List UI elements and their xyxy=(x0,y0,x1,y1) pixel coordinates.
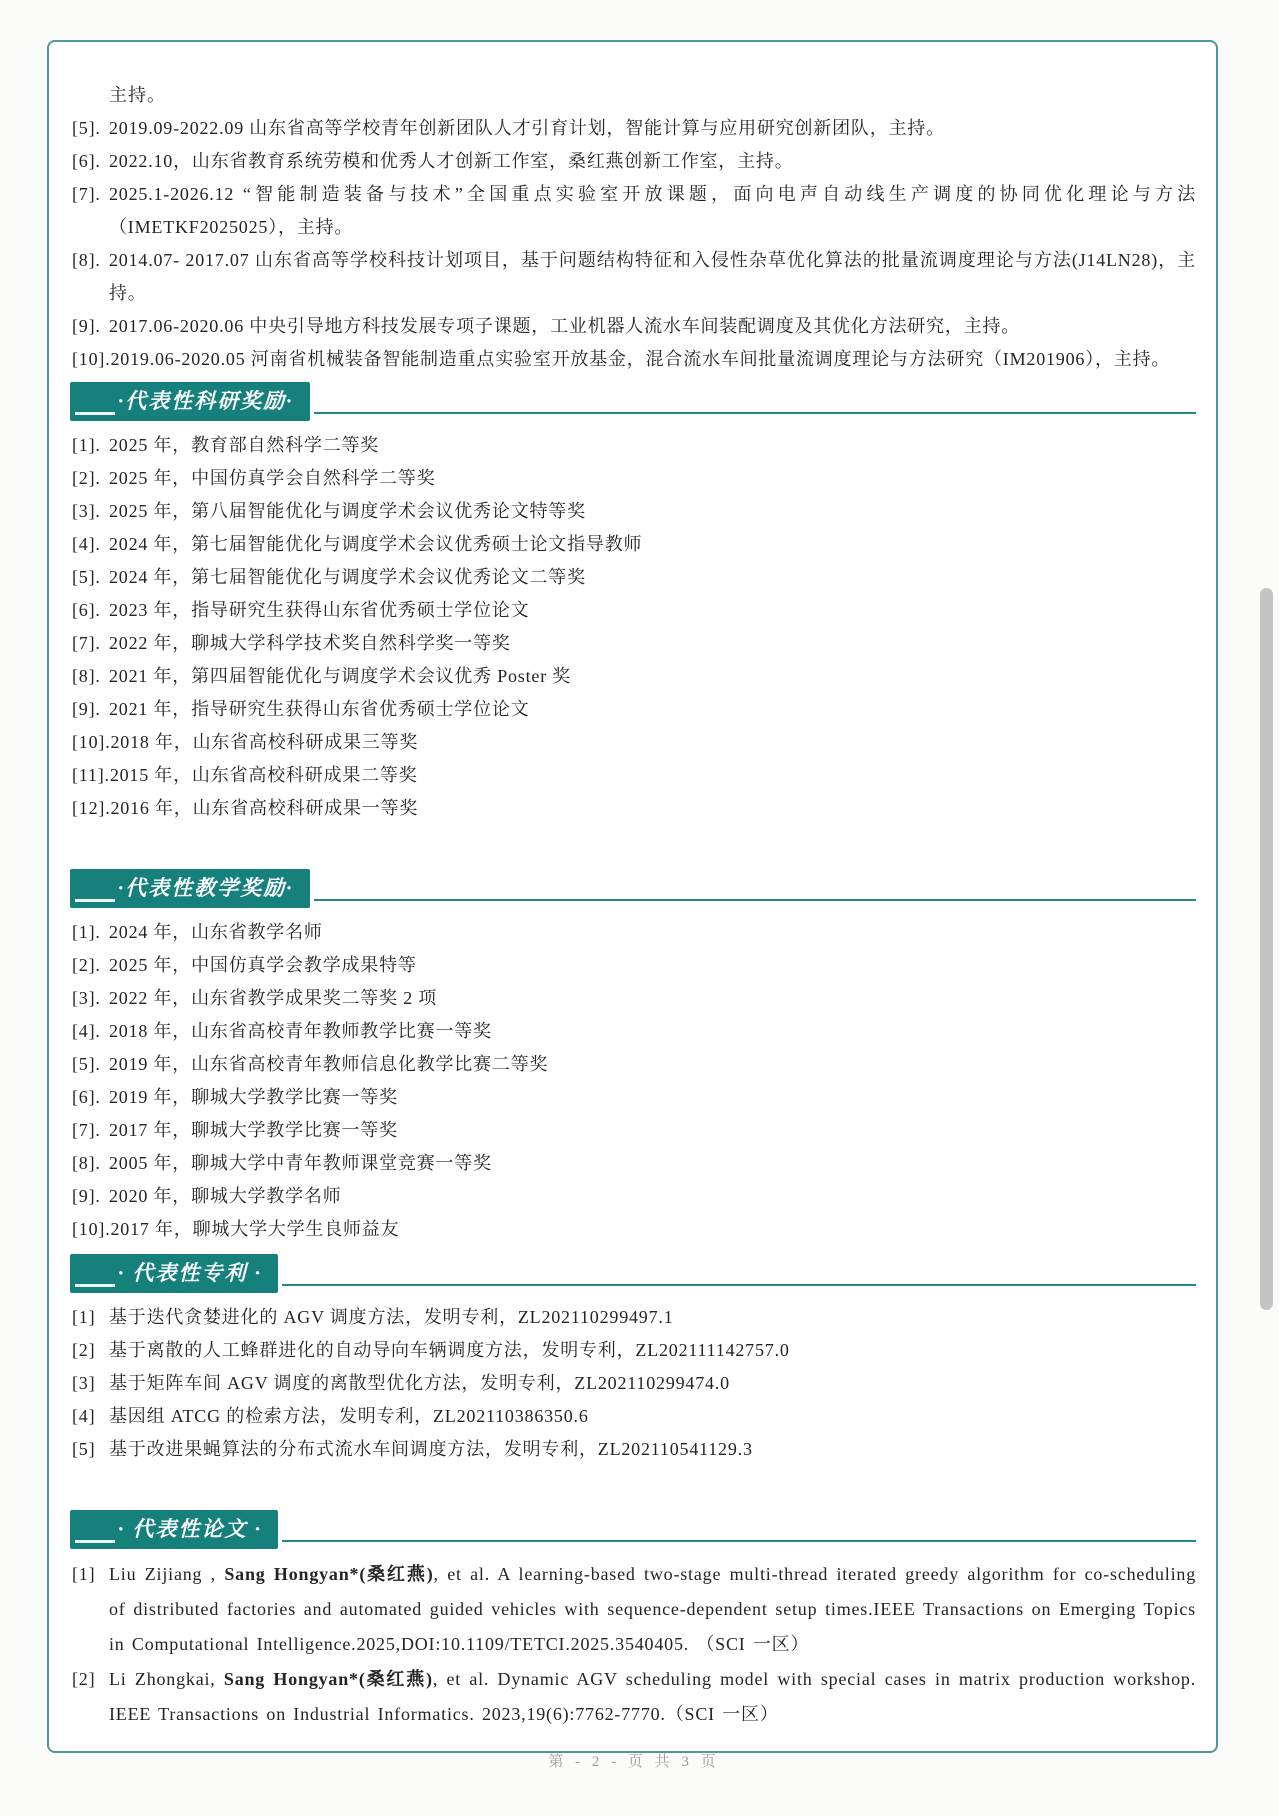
list-item xyxy=(72,1213,1196,1246)
section-rule xyxy=(282,1540,1196,1542)
list-item xyxy=(72,792,1196,825)
item-text: 2019.09-2022.09 山东省高等学校青年创新团队人才引育计划，智能计算与应用研究创新团队，主持。 xyxy=(109,118,945,138)
item-text: 2022 年，聊城大学科学技术奖自然科学奖一等奖 xyxy=(109,633,511,653)
item-number: [6]. xyxy=(72,151,101,171)
item-text: 2017 年，聊城大学大学生良师益友 xyxy=(110,1219,400,1239)
list-item xyxy=(72,1081,1196,1114)
item-text: 2023 年，指导研究生获得山东省优秀硕士学位论文 xyxy=(109,600,530,620)
item-text: 2021 年，第四届智能优化与调度学术会议优秀 Poster 奖 xyxy=(109,666,572,686)
item-text: 基于改进果蝇算法的分布式流水车间调度方法，发明专利，ZL202110541129.3 xyxy=(109,1439,753,1459)
item-number: [5]. xyxy=(72,118,101,138)
item-text: 2024 年，山东省教学名师 xyxy=(109,922,323,942)
section-title: · 代表性论文 · xyxy=(118,1517,262,1541)
item-number: [1]. xyxy=(72,922,101,942)
item-text: 基于离散的人工蜂群进化的自动导向车辆调度方法，发明专利，ZL202111142757.0 xyxy=(109,1340,790,1360)
item-number: [3]. xyxy=(72,501,101,521)
page-number-footer: 第 - 2 - 页 共 3 页 xyxy=(548,1754,720,1770)
item-text: 2019 年，山东省高校青年教师信息化教学比赛二等奖 xyxy=(109,1054,549,1074)
item-text: 2018 年，山东省高校科研成果三等奖 xyxy=(110,732,419,752)
item-text: 2019 年，聊城大学教学比赛一等奖 xyxy=(109,1087,398,1107)
section-chip xyxy=(70,869,310,908)
section-title: · 代表性专利 · xyxy=(118,1261,262,1285)
list-item xyxy=(72,627,1196,660)
section-header-research-awards xyxy=(70,382,1196,421)
section-rule xyxy=(314,899,1197,901)
scrollbar-thumb[interactable] xyxy=(1260,588,1273,1310)
list-item xyxy=(72,1433,1196,1466)
section-rule xyxy=(314,412,1197,414)
section-rule xyxy=(282,1284,1196,1286)
item-number: [2]. xyxy=(72,955,101,975)
item-text xyxy=(109,1662,1196,1732)
item-number: [10]. xyxy=(72,1219,111,1239)
list-item xyxy=(72,726,1196,759)
research-awards-list xyxy=(72,429,1196,825)
item-text: 2005 年，聊城大学中青年教师课堂竞赛一等奖 xyxy=(109,1153,492,1173)
item-number: [4]. xyxy=(72,1021,101,1041)
paper-author-highlight: Sang Hongyan*(桑红燕) xyxy=(223,1669,433,1689)
list-item xyxy=(72,528,1196,561)
item-number: [5]. xyxy=(72,567,101,587)
item-text: 2015 年，山东省高校科研成果二等奖 xyxy=(109,765,418,785)
section-chip xyxy=(70,1510,278,1549)
patents-list xyxy=(72,1301,1196,1466)
list-item xyxy=(72,1662,1196,1732)
item-text: 2022.10，山东省教育系统劳模和优秀人才创新工作室，桑红燕创新工作室，主持。 xyxy=(109,151,794,171)
item-number: [10]. xyxy=(72,732,111,752)
item-number: [7]. xyxy=(72,633,101,653)
item-number: [1]. xyxy=(72,435,101,455)
item-text: 2024 年，第七届智能优化与调度学术会议优秀硕士论文指导教师 xyxy=(109,534,643,554)
item-number: [3]. xyxy=(72,988,101,1008)
list-item xyxy=(72,916,1196,949)
item-number: [2] xyxy=(72,1340,96,1360)
section-header-teaching-awards xyxy=(70,869,1196,908)
list-item xyxy=(72,1301,1196,1334)
item-number: [1] xyxy=(72,1564,96,1584)
document-page xyxy=(47,40,1218,1770)
item-text: 2016 年，山东省高校科研成果一等奖 xyxy=(110,798,419,818)
list-item xyxy=(72,310,1196,343)
item-number: [3] xyxy=(72,1373,96,1393)
item-number: [2] xyxy=(72,1669,96,1689)
item-text: 2025 年，中国仿真学会教学成果特等 xyxy=(109,955,417,975)
item-number: [4] xyxy=(72,1406,96,1426)
item-text: 2020 年，聊城大学教学名师 xyxy=(109,1186,342,1206)
list-item xyxy=(72,495,1196,528)
item-text: 基于矩阵车间 AGV 调度的离散型优化方法，发明专利，ZL202110299474.0 xyxy=(109,1373,730,1393)
list-item xyxy=(72,1015,1196,1048)
section-chip xyxy=(70,1254,278,1293)
item-text: 2025 年，中国仿真学会自然科学二等奖 xyxy=(109,468,436,488)
list-item xyxy=(72,1180,1196,1213)
list-item xyxy=(72,693,1196,726)
item-text: 2025 年，教育部自然科学二等奖 xyxy=(109,435,380,455)
list-item xyxy=(72,462,1196,495)
item-number: [12]. xyxy=(72,798,111,818)
item-text: 2019.06-2020.05 河南省机械装备智能制造重点实验室开放基金，混合流水车间批量流调度理论与方法研究（IM201906），主持。 xyxy=(110,349,1171,369)
list-item xyxy=(72,1048,1196,1081)
paper-authors-prefix: Li Zhongkai, xyxy=(109,1669,224,1689)
item-text: 2024 年，第七届智能优化与调度学术会议优秀论文二等奖 xyxy=(109,567,586,587)
item-number: [9]. xyxy=(72,1186,101,1206)
list-item xyxy=(72,244,1196,310)
item-number: [6]. xyxy=(72,600,101,620)
list-item xyxy=(72,594,1196,627)
list-item xyxy=(72,1557,1196,1662)
list-item xyxy=(72,1114,1196,1147)
section-title: ·代表性教学奖励· xyxy=(118,876,294,900)
list-item xyxy=(72,982,1196,1015)
list-item xyxy=(72,178,1196,244)
paper-author-highlight: Sang Hongyan*(桑红燕) xyxy=(224,1564,434,1584)
item-text: 2025 年，第八届智能优化与调度学术会议优秀论文特等奖 xyxy=(109,501,586,521)
list-item xyxy=(72,949,1196,982)
item-text: 2017.06-2020.06 中央引导地方科技发展专项子课题，工业机器人流水车间装配调度及其优化方法研究，主持。 xyxy=(109,316,1021,336)
item-number: [2]. xyxy=(72,468,101,488)
item-number: [5]. xyxy=(72,1054,101,1074)
item-number: [5] xyxy=(72,1439,96,1459)
item-text: 2022 年，山东省教学成果奖二等奖 2 项 xyxy=(109,988,438,1008)
item-number: [10]. xyxy=(72,349,111,369)
section-title: ·代表性科研奖励· xyxy=(118,389,294,413)
item-text: 2021 年，指导研究生获得山东省优秀硕士学位论文 xyxy=(109,699,530,719)
list-item xyxy=(72,1367,1196,1400)
paper-authors-prefix: Liu Zijiang , xyxy=(109,1564,225,1584)
item-text: 2017 年，聊城大学教学比赛一等奖 xyxy=(109,1120,398,1140)
papers-list xyxy=(72,1557,1196,1732)
item-number: [8]. xyxy=(72,666,101,686)
item-number: [9]. xyxy=(72,699,101,719)
list-item xyxy=(72,429,1196,462)
item-number: [4]. xyxy=(72,534,101,554)
list-item xyxy=(72,660,1196,693)
list-item xyxy=(72,1147,1196,1180)
list-item xyxy=(72,1334,1196,1367)
carryover-text: 主持。 xyxy=(109,85,166,105)
section-header-patents xyxy=(70,1254,1196,1293)
paper-text-rest: , et al. A learning-based two-stage multi-thread iterated greedy algorithm for co-scheduling of distributed factories and automated guided vehicles with sequence-dependent setup times.IEEE Transactions on Emerging Topics in Computational Intelligence.2025,DOI:10.1109/TETCI.2025.3540405. （SCI 一区） xyxy=(109,1564,1196,1654)
item-number: [7]. xyxy=(72,184,101,204)
list-item xyxy=(72,759,1196,792)
item-text: 2018 年，山东省高校青年教师教学比赛一等奖 xyxy=(109,1021,492,1041)
item-text xyxy=(109,1557,1196,1662)
item-number: [9]. xyxy=(72,316,101,336)
item-number: [7]. xyxy=(72,1120,101,1140)
teaching-awards-list xyxy=(72,916,1196,1246)
item-text: 2025.1-2026.12 “智能制造装备与技术”全国重点实验室开放课题，面向电声自动线生产调度的协同优化理论与方法（IMETKF2025025），主持。 xyxy=(109,184,1196,237)
section-header-papers xyxy=(70,1510,1196,1549)
item-text: 2014.07- 2017.07 山东省高等学校科技计划项目，基于问题结构特征和入侵性杂草优化算法的批量流调度理论与方法(J14LN28)，主持。 xyxy=(109,250,1196,303)
paper-text-rest: , et al. Dynamic AGV scheduling model with special cases in matrix production workshop. IEEE Transactions on Industrial Informatics. 2023,19(6):7762-7770.（SCI 一区） xyxy=(109,1669,1197,1724)
list-item xyxy=(72,145,1196,178)
list-item xyxy=(72,112,1196,145)
item-text: 基因组 ATCG 的检索方法，发明专利，ZL202110386350.6 xyxy=(109,1406,589,1426)
list-item xyxy=(72,561,1196,594)
item-number: [11]. xyxy=(72,765,110,785)
item-number: [1] xyxy=(72,1307,96,1327)
item-number: [8]. xyxy=(72,1153,101,1173)
item-number: [6]. xyxy=(72,1087,101,1107)
section-chip xyxy=(70,382,310,421)
item-text: 基于迭代贪婪进化的 AGV 调度方法，发明专利，ZL202110299497.1 xyxy=(109,1307,674,1327)
item-number: [8]. xyxy=(72,250,101,270)
list-item xyxy=(72,1400,1196,1433)
list-item xyxy=(72,343,1196,376)
projects-list xyxy=(72,112,1196,376)
